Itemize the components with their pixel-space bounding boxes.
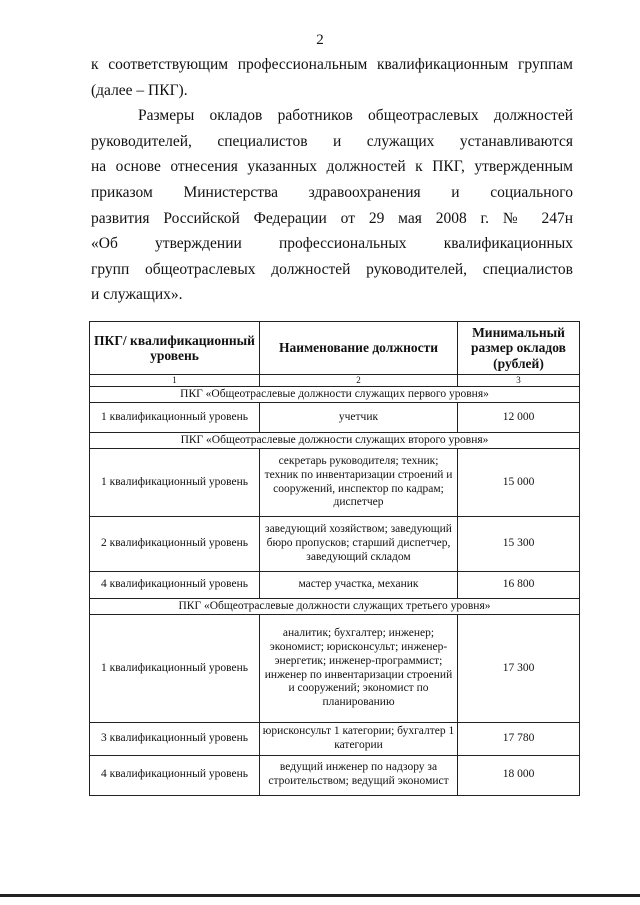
salary-cell: 17 300 [458,615,580,723]
level-cell: 1 квалификационный уровень [90,403,260,433]
positions-cell: юрисконсульт 1 категории; бухгалтер 1 категории [260,723,458,756]
intro-line: (далее – ПКГ). [91,81,188,99]
salary-cell: 12 000 [458,403,580,433]
column-number: 1 [90,375,260,387]
intro-line: и служащих». [91,286,183,304]
group-title-row [90,433,580,449]
salary-cell: 17 780 [458,723,580,756]
table-row [90,517,580,572]
table-row [90,449,580,517]
group-title: ПКГ «Общеотраслевые должности служащих второго уровня» [90,433,580,449]
intro-text [91,52,573,308]
group-title: ПКГ «Общеотраслевые должности служащих первого уровня» [90,387,580,403]
salary-cell: 15 000 [458,449,580,517]
group-title-row [90,599,580,615]
page-number: 2 [316,32,324,48]
intro-line: на основе отнесения указанных должностей к ПКГ, утвержденным [91,158,573,176]
table-header-row [90,322,580,375]
table-row [90,572,580,599]
group-title-row [90,387,580,403]
header-salary: Минимальный размер окладов (рублей) [458,322,580,375]
header-level: ПКГ/ квалификационный уровень [90,322,260,375]
bottom-rule [0,894,640,897]
salary-cell: 18 000 [458,755,580,795]
level-cell: 4 квалификационный уровень [90,572,260,599]
salary-table [89,321,580,796]
table-body [90,375,580,796]
salary-cell: 16 800 [458,572,580,599]
positions-cell: аналитик; бухгалтер; инженер; экономист; юрисконсульт; инженер-энергетик; инженер-программист; инженер по инвентаризации строений и сооружений; экономист по планированию [260,615,458,723]
header-position: Наименование должности [260,322,458,375]
level-cell: 1 квалификационный уровень [90,449,260,517]
positions-cell: учетчик [260,403,458,433]
level-cell: 4 квалификационный уровень [90,755,260,795]
level-cell: 3 квалификационный уровень [90,723,260,756]
column-number: 3 [458,375,580,387]
positions-cell: заведующий хозяйством; заведующий бюро пропусков; старший диспетчер, заведующий складом [260,517,458,572]
level-cell: 2 квалификационный уровень [90,517,260,572]
positions-cell: секретарь руководителя; техник; техник по инвентаризации строений и сооружений, инспектор по кадрам; диспетчер [260,449,458,517]
intro-line: руководителей, специалистов и служащих устанавливаются [91,132,573,150]
table-row [90,403,580,433]
column-number: 2 [260,375,458,387]
salary-cell: 15 300 [458,517,580,572]
level-cell: 1 квалификационный уровень [90,615,260,723]
intro-line: приказом Министерства здравоохранения и социального [91,183,573,201]
table-row [90,615,580,723]
table-row [90,723,580,756]
positions-cell: ведущий инженер по надзору за строительством; ведущий экономист [260,755,458,795]
intro-line: к соответствующим профессиональным квалификационным группам [91,56,573,73]
positions-cell: мастер участка, механик [260,572,458,599]
table-row [90,755,580,795]
group-title: ПКГ «Общеотраслевые должности служащих третьего уровня» [90,599,580,615]
intro-line: «Об утверждении профессиональных квалификационных [91,235,573,253]
intro-line: групп общеотраслевых должностей руководителей, специалистов [91,260,573,278]
intro-line: развития Российской Федерации от 29 мая 2008 г. № 247н [91,209,573,227]
intro-line: Размеры окладов работников общеотраслевых должностей [138,107,573,125]
column-number-row [90,375,580,387]
